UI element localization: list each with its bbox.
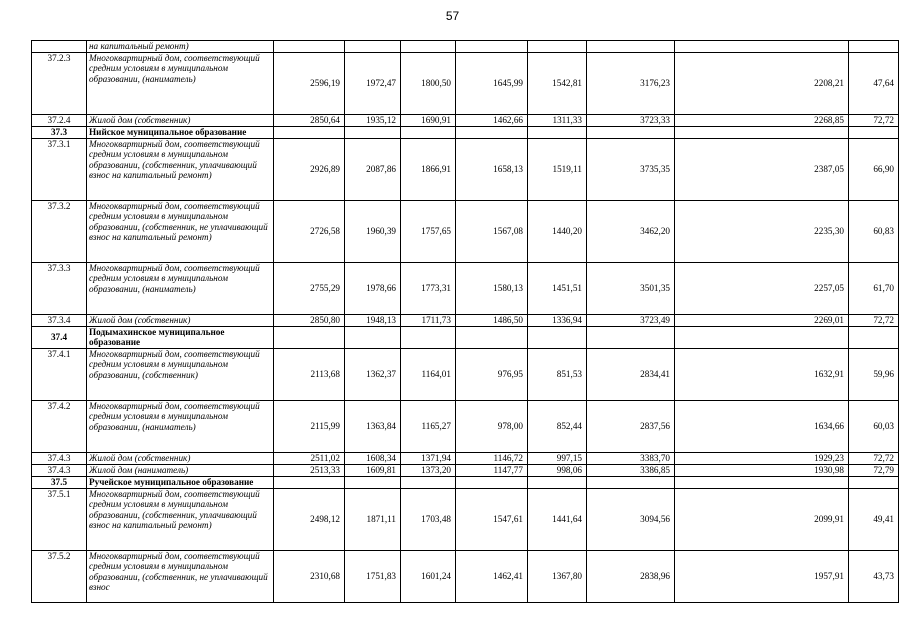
value-cell: 2099,91: [675, 488, 849, 550]
row-description: Многоквартирный дом, соответствующий средним условиям в муниципальном образовании, (наниматель): [87, 400, 274, 452]
row-description: Жилой дом (собственник): [87, 315, 274, 327]
value-cell: 1462,41: [456, 550, 528, 602]
value-cell: 1580,13: [456, 263, 528, 315]
row-code: 37.3.2: [32, 201, 87, 263]
table-row: [32, 53, 899, 115]
empty-cell: [456, 327, 528, 349]
value-cell: 997,15: [528, 452, 587, 464]
value-cell: 1462,66: [456, 115, 528, 127]
value-cell: 1486,50: [456, 315, 528, 327]
value-cell: 1800,50: [401, 53, 456, 115]
section-row: [32, 476, 899, 488]
value-cell: 2268,85: [675, 115, 849, 127]
value-cell: 2387,05: [675, 139, 849, 201]
value-cell: 998,06: [528, 464, 587, 476]
empty-cell: [274, 127, 345, 139]
section-title: Подымахинское муниципальное образование: [87, 327, 274, 349]
value-cell: 72,72: [849, 315, 899, 327]
section-code: 37.4: [32, 327, 87, 349]
table-row: [32, 201, 899, 263]
table-row: [32, 263, 899, 315]
value-cell: 2755,29: [274, 263, 345, 315]
value-cell: 2498,12: [274, 488, 345, 550]
table-row: [32, 315, 899, 327]
empty-cell: [401, 127, 456, 139]
value-cell: 2850,80: [274, 315, 345, 327]
value-cell: 2087,86: [345, 139, 401, 201]
value-cell: 2834,41: [587, 348, 675, 400]
empty-cell: [345, 327, 401, 349]
value-cell: 1960,39: [345, 201, 401, 263]
value-cell: 851,53: [528, 348, 587, 400]
section-code: 37.5: [32, 476, 87, 488]
empty-cell: [345, 476, 401, 488]
row-description: Многоквартирный дом, соответствующий средним условиям в муниципальном образовании, (собственник): [87, 348, 274, 400]
value-cell: 1367,80: [528, 550, 587, 602]
value-cell: 2926,89: [274, 139, 345, 201]
value-cell: 1751,83: [345, 550, 401, 602]
table-row: [32, 452, 899, 464]
value-cell: 1451,51: [528, 263, 587, 315]
value-cell: 1441,64: [528, 488, 587, 550]
table-row: [32, 464, 899, 476]
value-cell: 1645,99: [456, 53, 528, 115]
value-cell: [528, 41, 587, 53]
value-cell: 61,70: [849, 263, 899, 315]
value-cell: 1542,81: [528, 53, 587, 115]
value-cell: 2208,21: [675, 53, 849, 115]
value-cell: 49,41: [849, 488, 899, 550]
value-cell: 1711,73: [401, 315, 456, 327]
value-cell: 1978,66: [345, 263, 401, 315]
section-title: Нийское муниципальное образование: [87, 127, 274, 139]
empty-cell: [675, 127, 849, 139]
row-description: Многоквартирный дом, соответствующий средним условиям в муниципальном образовании, (собственник, уплачивающий взнос на капитальный ремонт): [87, 488, 274, 550]
value-cell: 1658,13: [456, 139, 528, 201]
value-cell: 72,72: [849, 452, 899, 464]
value-cell: 72,72: [849, 115, 899, 127]
value-cell: 1336,94: [528, 315, 587, 327]
value-cell: 976,95: [456, 348, 528, 400]
value-cell: 1363,84: [345, 400, 401, 452]
value-cell: 2113,68: [274, 348, 345, 400]
row-description: на капитальный ремонт): [87, 41, 274, 53]
value-cell: 3094,56: [587, 488, 675, 550]
section-code: 37.3: [32, 127, 87, 139]
empty-cell: [456, 476, 528, 488]
row-code: 37.3.3: [32, 263, 87, 315]
value-cell: 1634,66: [675, 400, 849, 452]
value-cell: 1547,61: [456, 488, 528, 550]
row-code: 37.3.1: [32, 139, 87, 201]
empty-cell: [274, 327, 345, 349]
table-row: [32, 139, 899, 201]
value-cell: 1866,91: [401, 139, 456, 201]
row-code: 37.5.2: [32, 550, 87, 602]
value-cell: 1972,47: [345, 53, 401, 115]
value-cell: 3386,85: [587, 464, 675, 476]
empty-cell: [528, 476, 587, 488]
value-cell: 3735,35: [587, 139, 675, 201]
value-cell: 3383,70: [587, 452, 675, 464]
value-cell: 1608,34: [345, 452, 401, 464]
row-description: Жилой дом (собственник): [87, 452, 274, 464]
empty-cell: [345, 127, 401, 139]
value-cell: 1311,33: [528, 115, 587, 127]
row-code: 37.4.3: [32, 452, 87, 464]
value-cell: 1757,65: [401, 201, 456, 263]
value-cell: 66,90: [849, 139, 899, 201]
value-cell: [587, 41, 675, 53]
table-row: [32, 115, 899, 127]
value-cell: 72,79: [849, 464, 899, 476]
value-cell: 1371,94: [401, 452, 456, 464]
value-cell: 3723,33: [587, 115, 675, 127]
empty-cell: [528, 327, 587, 349]
empty-cell: [401, 327, 456, 349]
value-cell: 47,64: [849, 53, 899, 115]
row-code: 37.3.4: [32, 315, 87, 327]
empty-cell: [274, 476, 345, 488]
value-cell: 1164,01: [401, 348, 456, 400]
value-cell: 1609,81: [345, 464, 401, 476]
value-cell: 2596,19: [274, 53, 345, 115]
value-cell: 1690,91: [401, 115, 456, 127]
value-cell: 1935,12: [345, 115, 401, 127]
value-cell: 3501,35: [587, 263, 675, 315]
value-cell: 2837,56: [587, 400, 675, 452]
row-code: 37.5.1: [32, 488, 87, 550]
value-cell: 1567,08: [456, 201, 528, 263]
value-cell: 978,00: [456, 400, 528, 452]
value-cell: 1147,77: [456, 464, 528, 476]
row-code: 37.4.2: [32, 400, 87, 452]
empty-cell: [456, 127, 528, 139]
value-cell: 2269,01: [675, 315, 849, 327]
page-number: 57: [445, 9, 460, 23]
value-cell: 3176,23: [587, 53, 675, 115]
value-cell: 59,96: [849, 348, 899, 400]
row-description: Многоквартирный дом, соответствующий средним условиям в муниципальном образовании, (собственник, не уплачивающий взнос на капитальный ремонт): [87, 201, 274, 263]
value-cell: 1601,24: [401, 550, 456, 602]
empty-cell: [587, 127, 675, 139]
value-cell: 1929,23: [675, 452, 849, 464]
row-code: 37.2.4: [32, 115, 87, 127]
row-description: Многоквартирный дом, соответствующий средним условиям в муниципальном образовании, (собственник, не уплачивающий взнос: [87, 550, 274, 602]
value-cell: 1703,48: [401, 488, 456, 550]
value-cell: [849, 41, 899, 53]
value-cell: [675, 41, 849, 53]
value-cell: 60,03: [849, 400, 899, 452]
empty-cell: [849, 127, 899, 139]
row-code: 37.2.3: [32, 53, 87, 115]
tariff-table: [31, 40, 899, 603]
value-cell: [401, 41, 456, 53]
value-cell: 1440,20: [528, 201, 587, 263]
row-description: Жилой дом (наниматель): [87, 464, 274, 476]
empty-cell: [401, 476, 456, 488]
table-row: [32, 348, 899, 400]
empty-cell: [849, 476, 899, 488]
value-cell: 1957,91: [675, 550, 849, 602]
table-row: [32, 488, 899, 550]
value-cell: 3462,20: [587, 201, 675, 263]
empty-cell: [587, 327, 675, 349]
section-row: [32, 327, 899, 349]
row-description: Многоквартирный дом, соответствующий средним условиям в муниципальном образовании, (наниматель): [87, 263, 274, 315]
value-cell: [456, 41, 528, 53]
value-cell: 1165,27: [401, 400, 456, 452]
value-cell: 1948,13: [345, 315, 401, 327]
value-cell: 1373,20: [401, 464, 456, 476]
value-cell: 2511,02: [274, 452, 345, 464]
row-code: 37.4.1: [32, 348, 87, 400]
row-description: Жилой дом (собственник): [87, 115, 274, 127]
value-cell: 2235,30: [675, 201, 849, 263]
empty-cell: [675, 327, 849, 349]
section-title: Ручейское муниципальное образование: [87, 476, 274, 488]
value-cell: 2513,33: [274, 464, 345, 476]
value-cell: 1773,31: [401, 263, 456, 315]
value-cell: 1871,11: [345, 488, 401, 550]
value-cell: 852,44: [528, 400, 587, 452]
section-row: [32, 127, 899, 139]
table-row: [32, 550, 899, 602]
row-code: 37.4.3: [32, 464, 87, 476]
empty-cell: [675, 476, 849, 488]
value-cell: 1632,91: [675, 348, 849, 400]
row-description: Многоквартирный дом, соответствующий средним условиям в муниципальном образовании, (собственник, уплачивающий взнос на капитальный ремонт): [87, 139, 274, 201]
value-cell: 2310,68: [274, 550, 345, 602]
row-code: [32, 41, 87, 53]
value-cell: 3723,49: [587, 315, 675, 327]
value-cell: 2850,64: [274, 115, 345, 127]
value-cell: 1146,72: [456, 452, 528, 464]
value-cell: 43,73: [849, 550, 899, 602]
row-description: Многоквартирный дом, соответствующий средним условиям в муниципальном образовании, (наниматель): [87, 53, 274, 115]
value-cell: 60,83: [849, 201, 899, 263]
table-row: [32, 400, 899, 452]
empty-cell: [528, 127, 587, 139]
value-cell: 2838,96: [587, 550, 675, 602]
table-row: [32, 41, 899, 53]
value-cell: 2257,05: [675, 263, 849, 315]
value-cell: 2115,99: [274, 400, 345, 452]
value-cell: 2726,58: [274, 201, 345, 263]
value-cell: 1362,37: [345, 348, 401, 400]
value-cell: 1930,98: [675, 464, 849, 476]
value-cell: [345, 41, 401, 53]
empty-cell: [849, 327, 899, 349]
value-cell: 1519,11: [528, 139, 587, 201]
value-cell: [274, 41, 345, 53]
empty-cell: [587, 476, 675, 488]
